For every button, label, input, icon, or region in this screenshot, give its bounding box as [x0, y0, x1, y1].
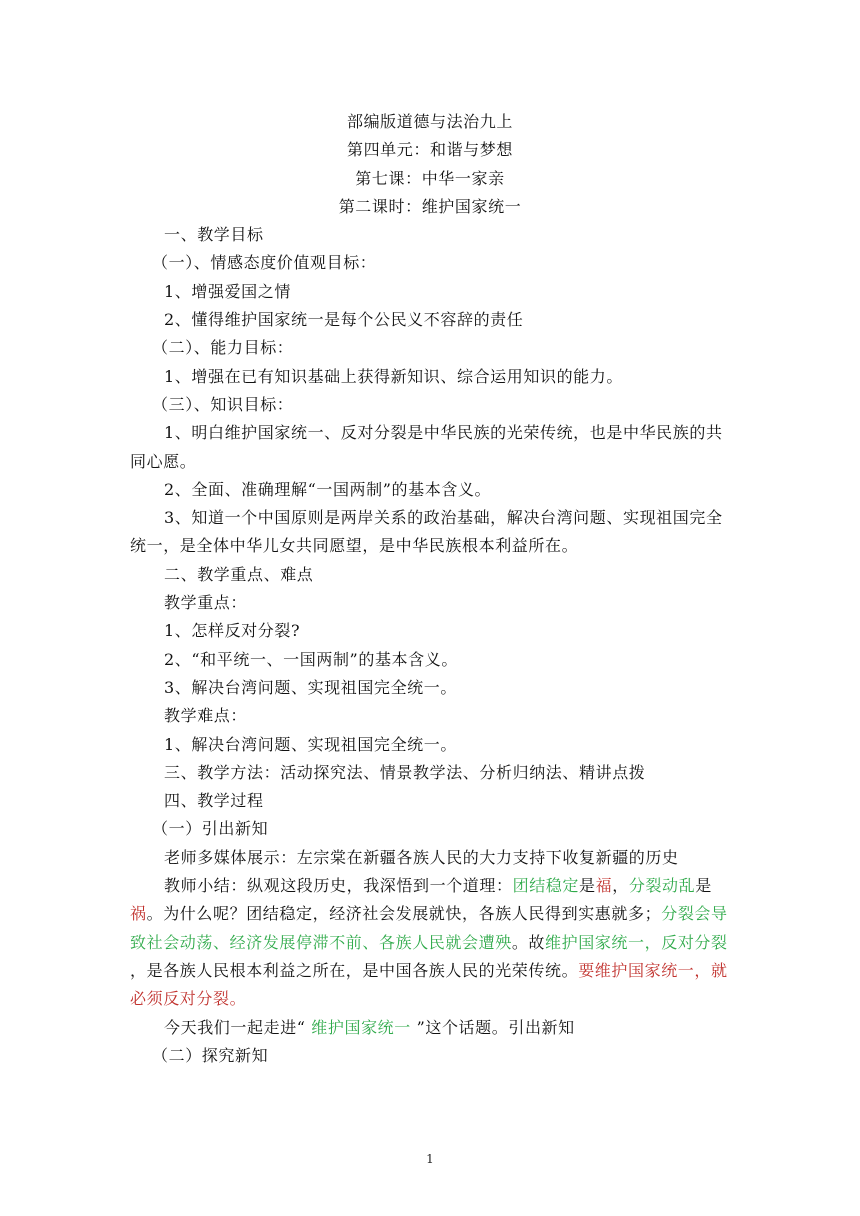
difficulty-label: 教学难点：	[164, 706, 248, 726]
teacher-summary-paragraph	[130, 872, 730, 1013]
subheading-introduce: （一）引出新知	[152, 819, 269, 839]
today-text-2: ”这个话题。引出新知	[410, 1017, 575, 1037]
summary-highlight-unity: 团结稳定	[512, 876, 580, 896]
summary-highlight-maintain-unity: 维护国家统一，反对分裂	[545, 932, 728, 952]
section-heading-objectives: 一、教学目标	[164, 225, 264, 245]
knowledge-goal-2: 2、全面、准确理解“一国两制”的基本含义。	[164, 479, 492, 499]
key-points-label: 教学重点：	[164, 593, 248, 613]
summary-text-1: 教师小结：纵观这段历史，我深悟到一个道理：	[164, 876, 513, 896]
document-body	[130, 108, 730, 1070]
values-goal-1: 1、增强爱国之情	[164, 281, 291, 301]
section-heading-process: 四、教学过程	[164, 791, 264, 811]
summary-text-5: 。为什么呢？团结稳定，经济社会发展就快，各族人民得到实惠就多；	[146, 904, 662, 924]
section-heading-key-points: 二、教学重点、难点	[164, 564, 314, 584]
subheading-knowledge-goals: （三）、知识目标：	[152, 394, 294, 414]
summary-text-2: 是	[579, 876, 596, 896]
ability-goal-1: 1、增强在已有知识基础上获得新知识、综合运用知识的能力。	[164, 366, 623, 386]
subheading-ability-goals: （二）、能力目标：	[152, 338, 294, 358]
page-number: 1	[426, 1152, 434, 1166]
key-point-3: 3、解决台湾问题、实现祖国完全统一。	[164, 677, 457, 697]
today-text-1: 今天我们一起走进“	[164, 1017, 312, 1037]
summary-highlight-division: 分裂动乱	[628, 876, 696, 896]
doc-title-line-4: 第二课时：维护国家统一	[338, 196, 522, 216]
difficulty-point-1: 1、解决台湾问题、实现祖国完全统一。	[164, 734, 457, 754]
doc-title-line-2: 第四单元：和谐与梦想	[346, 140, 513, 160]
doc-title-line-1: 部编版道德与法治九上	[346, 112, 513, 131]
summary-highlight-fortune: 福	[595, 876, 613, 896]
today-highlight-topic: 维护国家统一	[311, 1017, 411, 1037]
values-goal-2: 2、懂得维护国家统一是每个公民义不容辞的责任	[164, 310, 524, 330]
summary-highlight-misfortune: 祸	[130, 904, 147, 924]
summary-text-4: 是	[695, 876, 712, 896]
multimedia-display-text: 老师多媒体展示：左宗棠在新疆各族人民的大力支持下收复新疆的历史	[164, 847, 679, 867]
summary-highlight-conclusion: 要维护国家统一，就必须反对分裂。	[130, 960, 728, 1009]
subheading-values-goals: （一）、情感态度价值观目标：	[152, 253, 377, 273]
subheading-explore: （二）探究新知	[152, 1045, 269, 1065]
doc-title-line-3: 第七课：中华一家亲	[355, 168, 505, 188]
summary-text-3: ，	[612, 876, 629, 896]
summary-text-6: 。故	[511, 932, 546, 952]
knowledge-goal-3: 3、知道一个中国原则是两岸关系的政治基础，解决台湾问题、实现祖国完全统一，是全体中华儿女共同愿望，是中华民族根本利益所在。	[130, 508, 723, 556]
summary-highlight-consequences: 分裂会导致社会动荡、经济发展停滞不前、各族人民就会遭殃	[130, 904, 728, 952]
section-heading-methods: 三、教学方法：活动探究法、情景教学法、分析归纳法、精讲点拨	[164, 762, 646, 782]
summary-text-7: ，是各族人民根本利益之所在，是中国各族人民的光荣传统。	[130, 960, 579, 980]
today-topic-paragraph	[130, 1014, 730, 1042]
knowledge-goal-1: 1、明白维护国家统一、反对分裂是中华民族的光荣传统，也是中华民族的共同心愿。	[130, 423, 723, 471]
key-point-1: 1、怎样反对分裂?	[164, 621, 301, 641]
key-point-2: 2、“和平统一、一国两制”的基本含义。	[164, 649, 458, 669]
